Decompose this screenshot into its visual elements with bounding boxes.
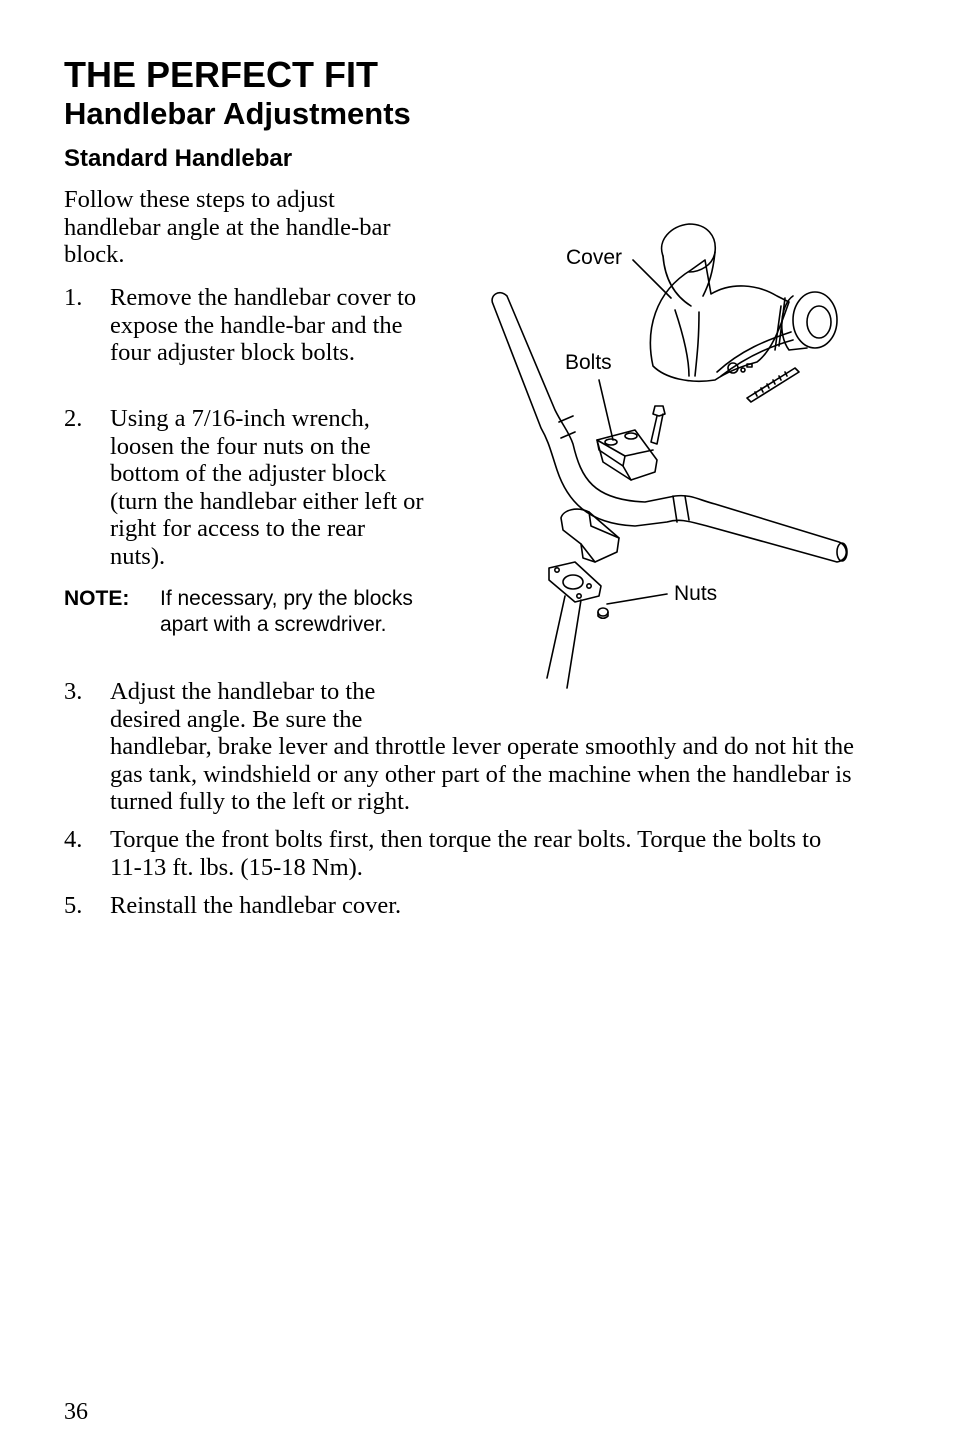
intro-paragraph: Follow these steps to adjust handlebar angle at the handle-bar block. — [64, 186, 391, 268]
nut — [598, 608, 608, 616]
step-number: 4. — [64, 826, 83, 853]
step-text: Remove the handlebar cover to expose the handle-bar and the four adjuster block bolts. — [110, 284, 417, 366]
steering-post — [547, 596, 581, 688]
page-title: Handlebar Adjustments — [64, 96, 411, 131]
section-title: THE PERFECT FIT — [64, 54, 378, 95]
bolts-label: Bolts — [565, 351, 612, 374]
cover-leader — [633, 260, 671, 298]
nuts-label: Nuts — [674, 582, 718, 605]
page-number: 36 — [64, 1399, 88, 1425]
handlebar-cover — [650, 260, 789, 381]
step-5 — [64, 892, 854, 920]
step-number: 1. — [64, 284, 83, 311]
note-label: NOTE: — [64, 587, 130, 610]
note-text: If necessary, pry the blocks apart with a screwdriver. — [160, 587, 413, 636]
bolts-leader — [599, 380, 613, 440]
step-number: 3. — [64, 678, 83, 705]
step-4 — [64, 826, 854, 881]
step-text-start: Adjust the handlebar to the desired angle. Be sure the — [110, 678, 376, 733]
step-number: 2. — [64, 405, 83, 432]
handlebar-tube — [492, 293, 846, 562]
subsection-title: Standard Handlebar — [64, 145, 293, 172]
cover-label: Cover — [566, 246, 623, 269]
step-text: Reinstall the handlebar cover. — [110, 892, 402, 919]
step-1 — [64, 284, 424, 367]
nuts-leader — [607, 594, 667, 604]
step-text: Torque the front bolts first, then torque the rear bolts. Torque the bolts to 11-13 ft. lbs. (15-18 Nm). — [110, 826, 822, 881]
step-number: 5. — [64, 892, 83, 919]
note — [64, 586, 424, 637]
handlebar-illustration — [485, 200, 865, 700]
step-2 — [64, 405, 424, 570]
step-text-rest: handlebar, brake lever and throttle lever operate smoothly and do not hit the gas tank, windshield or any other part of the machine when the handlebar is turned fully to the left or right. — [110, 733, 854, 815]
handlebar-diagram — [485, 200, 865, 700]
step-text: Using a 7/16-inch wrench, loosen the four nuts on the bottom of the adjuster block (turn the handlebar either left or right for access to the rear nuts). — [110, 405, 424, 570]
